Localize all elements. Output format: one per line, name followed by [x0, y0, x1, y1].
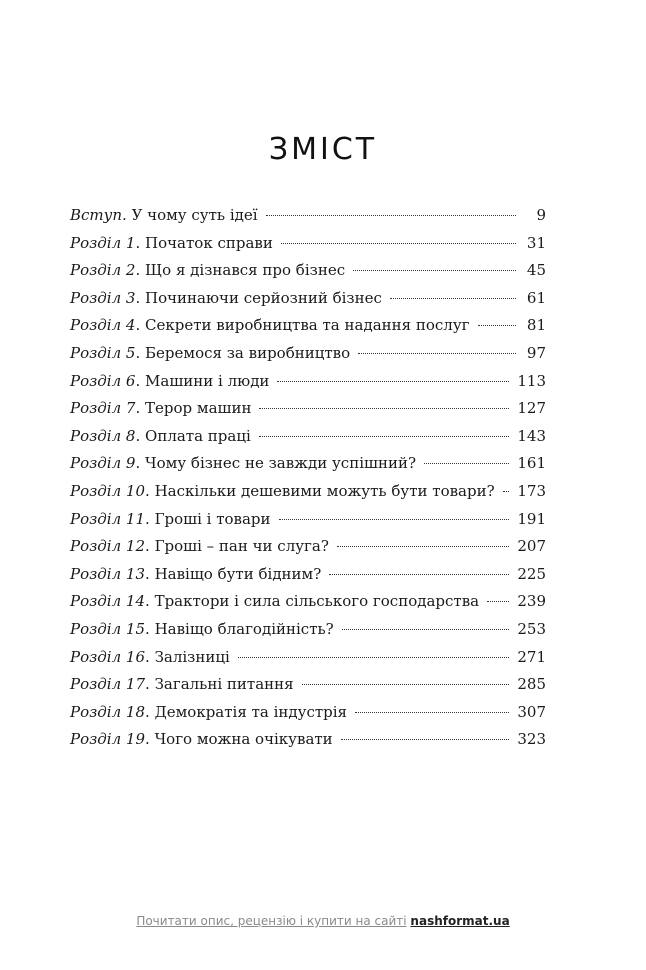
- toc-entry-page: 97: [526, 343, 546, 362]
- toc-entry-prefix: Розділ 7: [70, 399, 136, 418]
- toc-entry: [70, 699, 546, 727]
- toc-entry-title: Навіщо благодійність?: [154, 619, 334, 638]
- toc-entry: [70, 395, 546, 423]
- dot-leader: [259, 407, 509, 409]
- dot-leader: [281, 242, 516, 244]
- dot-leader: [238, 656, 510, 658]
- toc-entry-prefix: Розділ 11: [70, 509, 146, 528]
- toc-entry-label: Розділ 15. Навіщо благодійність?: [70, 619, 334, 638]
- dot-leader: [390, 297, 516, 299]
- toc-entry-page: 307: [517, 702, 546, 721]
- toc-entry-prefix: Розділ 17: [70, 675, 146, 694]
- toc-entry-page: 127: [517, 399, 546, 418]
- dot-leader: [341, 738, 510, 740]
- toc-entry-prefix: Розділ 9: [70, 454, 136, 473]
- toc-entry-title: Початок справи: [145, 233, 273, 252]
- toc-entry-prefix: Розділ 4: [70, 316, 136, 335]
- dot-leader: [266, 214, 516, 216]
- toc-entry-title: Трактори і сила сільського господарства: [154, 592, 480, 611]
- toc-entry-title: Демократія та індустрія: [154, 702, 348, 721]
- toc-entry-label: Розділ 3. Починаючи серйозний бізнес: [70, 288, 382, 307]
- toc-entry-prefix: Розділ 1: [70, 233, 136, 252]
- toc-entry-page: 285: [517, 675, 546, 694]
- toc-entry-prefix: Розділ 10: [70, 481, 146, 500]
- toc-entry-page: 225: [517, 564, 546, 583]
- dot-leader: [478, 324, 516, 326]
- toc-entry-label: Розділ 18. Демократія та індустрія: [70, 702, 348, 721]
- toc-entry: [70, 202, 546, 230]
- dot-leader: [302, 683, 510, 685]
- toc-entry-label: Розділ 17. Загальні питання: [70, 675, 294, 694]
- toc-entry-page: 113: [517, 371, 546, 390]
- toc-entry: [70, 561, 546, 589]
- toc-entry-label: Розділ 2. Що я дізнався про бізнес: [70, 261, 346, 280]
- toc-entry-label: Розділ 9. Чому бізнес не завжди успішний?: [70, 454, 416, 473]
- toc-entry: [70, 644, 546, 672]
- toc-entry-title: Секрети виробництва та надання послуг: [145, 316, 470, 335]
- toc-entry-prefix: Розділ 13: [70, 564, 146, 583]
- toc-entry-label: Розділ 12. Гроші – пан чи слуга?: [70, 537, 329, 556]
- toc-entry-label: Розділ 10. Наскільки дешевими можуть бути товари?: [70, 481, 495, 500]
- toc-entry-title: Гроші – пан чи слуга?: [154, 537, 329, 556]
- toc-entry-title: Беремося за виробництво: [145, 343, 351, 362]
- toc-entry: [70, 423, 546, 451]
- dot-leader: [353, 269, 516, 271]
- toc-entry-label: Розділ 16. Залізниці: [70, 647, 230, 666]
- toc-entry-label: [70, 202, 258, 230]
- toc-entry-label: Розділ 14. Трактори і сила сільського господарства: [70, 592, 480, 611]
- toc-entry-title: Загальні питання: [154, 675, 294, 694]
- toc-entry-label: Розділ 6. Машини і люди: [70, 371, 270, 390]
- toc-entry: [70, 450, 546, 478]
- toc-entry-page: 253: [517, 619, 546, 638]
- dot-leader: [424, 462, 509, 464]
- toc-entry-label: Розділ 7. Терор машин: [70, 399, 252, 418]
- footer-site-link[interactable]: nashformat.ua: [410, 914, 510, 928]
- toc-entry-title: Чому бізнес не завжди успішний?: [145, 454, 416, 473]
- toc-entry-title: Терор машин: [145, 399, 252, 418]
- toc-entry-prefix: Розділ 16: [70, 647, 146, 666]
- toc-entry-page: 81: [526, 316, 546, 335]
- toc-entry-prefix: Розділ 2: [70, 261, 136, 280]
- toc-entry-page: 61: [526, 288, 546, 307]
- toc-entry: [70, 506, 546, 534]
- dot-leader: [279, 518, 510, 520]
- toc-entry-page: 45: [526, 261, 546, 280]
- toc-entry-title: Що я дізнався про бізнес: [145, 261, 346, 280]
- dot-leader: [337, 545, 509, 547]
- toc-entry: [70, 312, 546, 340]
- toc-entry-title: У чому суть ідеї: [131, 206, 258, 224]
- toc-entry-page: 161: [517, 454, 546, 473]
- toc-entry-page: 191: [517, 509, 546, 528]
- toc-entry-title: Чого можна очікувати: [154, 730, 333, 749]
- toc-entry-label: Розділ 13. Навіщо бути бідним?: [70, 564, 322, 583]
- toc-entry-label: Розділ 8. Оплата праці: [70, 426, 251, 445]
- toc-entry-label: Розділ 4. Секрети виробництва та надання послуг: [70, 316, 470, 335]
- toc-entry-prefix: Розділ 14: [70, 592, 146, 611]
- footer: [0, 914, 646, 928]
- toc-entry-page: 323: [517, 730, 546, 749]
- dot-leader: [355, 711, 509, 713]
- toc-entry-label: Розділ 11. Гроші і товари: [70, 509, 271, 528]
- toc-entry: [70, 340, 546, 368]
- toc-entry: [70, 285, 546, 313]
- toc-entry-page: 207: [517, 537, 546, 556]
- dot-leader: [259, 435, 510, 437]
- toc-entry-prefix: Вступ.: [70, 206, 127, 224]
- toc-entry-title: Оплата праці: [145, 426, 251, 445]
- toc-entry: [70, 671, 546, 699]
- toc-entry-title: Гроші і товари: [154, 509, 271, 528]
- toc-entry-prefix: Розділ 12: [70, 537, 146, 556]
- dot-leader: [329, 573, 509, 575]
- toc-entry: [70, 368, 546, 396]
- toc-entry-prefix: Розділ 19: [70, 730, 146, 749]
- toc-entry-title: Наскільки дешевими можуть бути товари?: [154, 481, 495, 500]
- dot-leader: [503, 490, 510, 492]
- toc-entry: [70, 533, 546, 561]
- table-of-contents: [70, 202, 546, 754]
- toc-entry-prefix: Розділ 3: [70, 288, 136, 307]
- page-title: ЗМІСТ: [268, 132, 378, 167]
- toc-entry-title: Починаючи серйозний бізнес: [145, 288, 382, 307]
- toc-entry: [70, 616, 546, 644]
- toc-entry-label: Розділ 1. Початок справи: [70, 233, 273, 252]
- dot-leader: [487, 600, 509, 602]
- toc-entry-prefix: Розділ 8: [70, 426, 136, 445]
- dot-leader: [277, 380, 509, 382]
- toc-entry-prefix: Розділ 6: [70, 371, 136, 390]
- toc-entry: [70, 257, 546, 285]
- toc-entry-title: Залізниці: [154, 647, 230, 666]
- toc-entry-page: 239: [517, 592, 546, 611]
- toc-entry: [70, 588, 546, 616]
- dot-leader: [342, 628, 510, 630]
- toc-entry-prefix: Розділ 15: [70, 619, 146, 638]
- toc-entry-prefix: Розділ 18: [70, 702, 146, 721]
- toc-entry-title: Навіщо бути бідним?: [154, 564, 322, 583]
- toc-entry-page: 143: [517, 426, 546, 445]
- toc-entry: [70, 478, 546, 506]
- toc-entry: [70, 230, 546, 258]
- toc-entry-prefix: Розділ 5: [70, 343, 136, 362]
- dot-leader: [358, 352, 516, 354]
- toc-entry-page: 31: [526, 233, 546, 252]
- footer-text[interactable]: Почитати опис, рецензію і купити на сайті: [136, 914, 407, 928]
- toc-entry-label: Розділ 19. Чого можна очікувати: [70, 730, 333, 749]
- toc-entry-page: 9: [536, 206, 546, 224]
- toc-entry: [70, 726, 546, 754]
- toc-entry-page: 271: [517, 647, 546, 666]
- toc-entry-title: Машини і люди: [145, 371, 270, 390]
- toc-entry-label: Розділ 5. Беремося за виробництво: [70, 343, 351, 362]
- toc-entry-page: 173: [517, 481, 546, 500]
